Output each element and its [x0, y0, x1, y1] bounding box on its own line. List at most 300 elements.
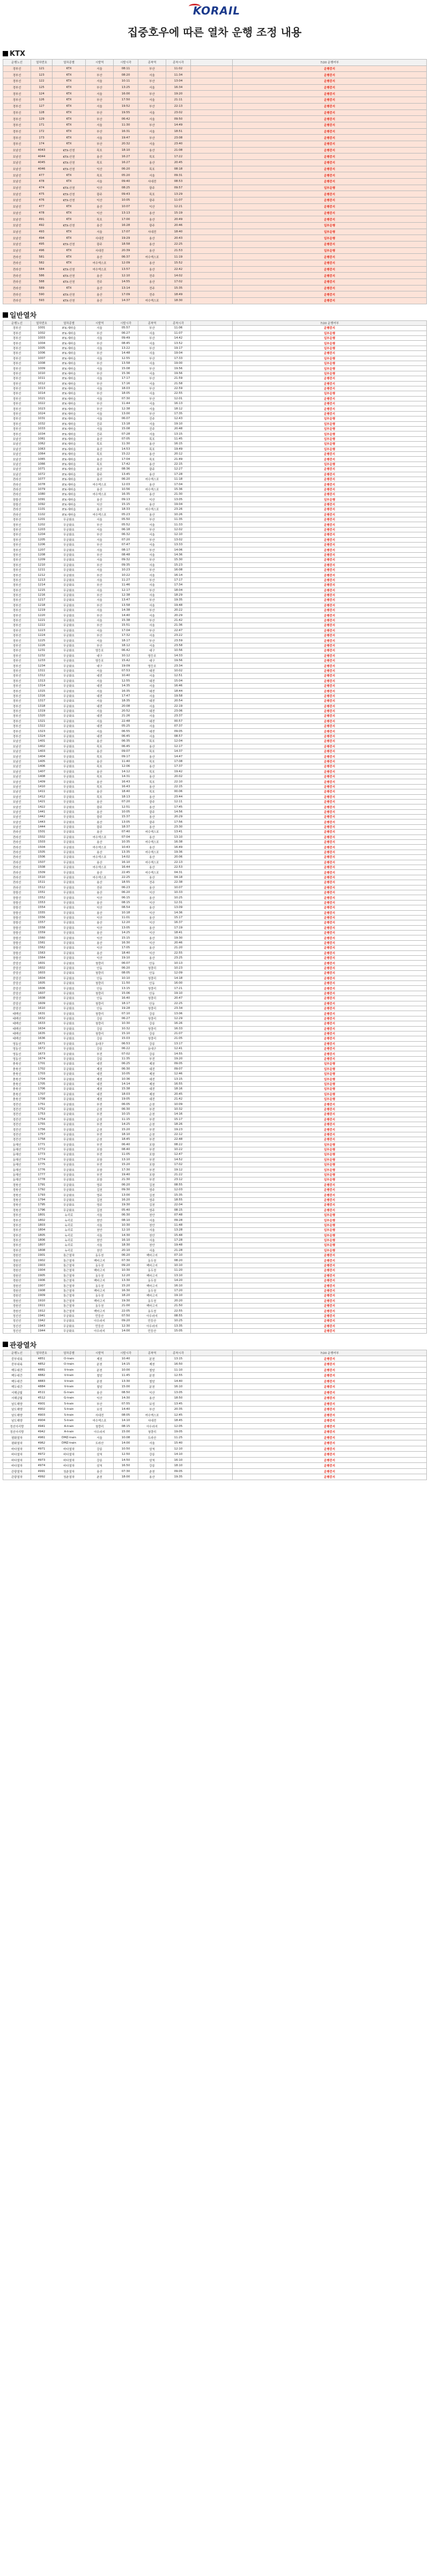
- status-cell: 운행중지: [233, 1395, 427, 1401]
- table-cell: 무궁화호: [53, 734, 86, 738]
- table-cell: 용산: [138, 815, 166, 819]
- table-cell: ITX-새마을: [53, 497, 86, 502]
- table-cell: ITX-새마을: [53, 411, 86, 416]
- table-cell: 경전선: [3, 1112, 31, 1117]
- table-cell: 무궁화호: [53, 522, 86, 527]
- table-cell: 16:38: [166, 840, 191, 845]
- table-row: [3, 1367, 427, 1373]
- table-cell: 1906: [31, 1278, 53, 1283]
- table-cell: 무궁화호: [53, 613, 86, 618]
- status-cell: 운행중지: [233, 477, 427, 481]
- table-cell: [191, 880, 233, 885]
- table-cell: 15:08: [114, 427, 138, 431]
- table-cell: 14:33: [166, 653, 191, 658]
- table-cell: [191, 1401, 233, 1407]
- table-row: [3, 708, 427, 713]
- table-cell: [191, 1323, 233, 1328]
- table-cell: 누리로: [53, 1228, 86, 1233]
- table-cell: 청량리: [138, 1429, 166, 1435]
- table-row: [3, 794, 427, 799]
- table-cell: 08:48: [114, 552, 138, 557]
- table-cell: [191, 1423, 233, 1429]
- table-cell: 13:25: [114, 84, 138, 91]
- table-cell: 17:02: [166, 279, 191, 286]
- table-cell: 14:15: [114, 1362, 138, 1367]
- table-cell: 16:00: [166, 980, 191, 985]
- table-row: [3, 1362, 427, 1367]
- table-cell: ITX-새마을: [53, 442, 86, 447]
- table-cell: ITX-새마을: [53, 376, 86, 381]
- table-cell: 07:20: [114, 537, 138, 542]
- table-row: [3, 160, 427, 166]
- table-cell: 경부선: [3, 668, 31, 673]
- status-cell: 운행중지: [233, 72, 427, 78]
- table-cell: 14:06: [166, 547, 191, 552]
- table-cell: [191, 477, 233, 481]
- table-cell: 22:25: [114, 875, 138, 880]
- table-row: [3, 1087, 427, 1092]
- table-cell: 15:03: [114, 1036, 138, 1041]
- table-row: [3, 1112, 427, 1117]
- status-cell: 일부운행: [233, 346, 427, 350]
- table-cell: 13:28: [166, 1228, 191, 1233]
- table-cell: 무궁화호: [53, 774, 86, 779]
- table-cell: 12:51: [114, 804, 138, 809]
- table-cell: 16:08: [166, 567, 191, 572]
- table-cell: 06:22: [114, 1046, 138, 1051]
- table-cell: 11:06: [166, 326, 191, 331]
- table-cell: 17:05: [114, 946, 138, 950]
- table-cell: 1908: [31, 1288, 53, 1293]
- table-row: [3, 573, 427, 577]
- table-cell: 서울: [138, 643, 166, 648]
- table-cell: 경부선: [3, 693, 31, 698]
- table-cell: 태백선: [3, 1036, 31, 1041]
- table-cell: 18:58: [114, 241, 138, 247]
- status-cell: 운행중지: [233, 1258, 427, 1263]
- table-cell: [191, 442, 233, 447]
- table-row: [3, 1066, 427, 1071]
- status-cell: 운행중지: [233, 759, 427, 764]
- table-cell: 호남선: [3, 235, 31, 241]
- table-row: [3, 1157, 427, 1162]
- table-cell: 13:15: [166, 431, 191, 436]
- table-cell: 1219: [31, 608, 53, 613]
- table-cell: 서울: [138, 128, 166, 135]
- table-cell: 10:43: [114, 845, 138, 850]
- table-cell: 동두천: [86, 1293, 114, 1298]
- table-row: [3, 1167, 427, 1172]
- table-cell: 22:13: [166, 103, 191, 109]
- table-cell: 무궁화호: [53, 623, 86, 628]
- table-cell: 서울: [86, 708, 114, 713]
- table-cell: 1078: [31, 482, 53, 487]
- table-cell: ITX-새마을: [53, 396, 86, 401]
- status-cell: 운행중지: [233, 1373, 427, 1379]
- table-cell: 서울: [138, 84, 166, 91]
- table-cell: 12:47: [166, 1152, 191, 1157]
- table-cell: 대전: [138, 729, 166, 734]
- table-cell: 1556: [31, 915, 53, 920]
- table-cell: S-train: [53, 1412, 86, 1418]
- table-cell: [191, 900, 233, 905]
- table-cell: 무궁화호: [53, 905, 86, 910]
- table-cell: 1554: [31, 905, 53, 910]
- table-cell: 전라선: [3, 298, 31, 304]
- table-row: [3, 502, 427, 507]
- table-cell: 서울: [86, 65, 114, 72]
- table-row: [3, 1298, 427, 1303]
- status-cell: 운행중지: [233, 1328, 427, 1333]
- table-row: [3, 1373, 427, 1379]
- table-cell: [191, 1112, 233, 1117]
- table-row: [3, 1197, 427, 1202]
- table-cell: 20:45: [166, 160, 191, 166]
- table-row: [3, 229, 427, 235]
- table-cell: 호남선: [3, 447, 31, 451]
- table-cell: 18:05: [114, 391, 138, 396]
- table-cell: 서울: [86, 567, 114, 572]
- table-cell: 경원선: [3, 1308, 31, 1313]
- table-cell: [191, 1298, 233, 1303]
- table-row: [3, 830, 427, 835]
- table-cell: 1902: [31, 1258, 53, 1263]
- table-cell: 1032: [31, 421, 53, 426]
- table-cell: 부산: [86, 592, 114, 597]
- table-row: [3, 608, 427, 613]
- table-cell: 1091: [31, 497, 53, 502]
- table-cell: 20:10: [114, 1248, 138, 1253]
- table-cell: 영동선: [3, 1056, 31, 1061]
- table-cell: 전라선: [3, 875, 31, 880]
- table-cell: 서울: [86, 179, 114, 185]
- status-cell: 운행중지: [233, 623, 427, 628]
- table-row: [3, 704, 427, 708]
- table-cell: ITX-새마을: [53, 341, 86, 346]
- table-cell: 부산: [138, 356, 166, 361]
- table-cell: 21:30: [114, 1177, 138, 1182]
- table-cell: 여수엑스포: [86, 855, 114, 860]
- status-cell: 일부운행: [233, 421, 427, 426]
- table-cell: 무궁화호: [53, 1021, 86, 1026]
- table-cell: 전라선: [3, 285, 31, 291]
- table-cell: 22:59: [166, 386, 191, 391]
- column-header: 종착시각: [166, 1350, 191, 1356]
- table-cell: 경부선: [3, 552, 31, 557]
- table-cell: 1907: [31, 1283, 53, 1288]
- table-cell: 용산: [138, 794, 166, 799]
- table-cell: 서울: [86, 366, 114, 371]
- table-cell: KTX: [53, 72, 86, 78]
- table-cell: 서울: [138, 1218, 166, 1223]
- table-cell: 누리로: [53, 1223, 86, 1227]
- status-cell: 운행중지: [233, 794, 427, 799]
- table-cell: KTX: [53, 135, 86, 141]
- table-cell: 12:55: [166, 1373, 191, 1379]
- status-cell: 운행중지: [233, 699, 427, 704]
- table-cell: 경부선: [3, 1223, 31, 1227]
- status-cell: 일부운행: [233, 1228, 427, 1233]
- table-row: [3, 273, 427, 279]
- table-cell: 호남선: [3, 749, 31, 754]
- table-cell: 1231: [31, 648, 53, 653]
- status-cell: 운행중지: [233, 880, 427, 885]
- table-row: [3, 855, 427, 860]
- table-cell: 16:44: [114, 865, 138, 870]
- status-cell: 운행중지: [233, 799, 427, 804]
- table-cell: 경부선: [3, 141, 31, 147]
- table-cell: 16:50: [166, 1362, 191, 1367]
- table-cell: 1564: [31, 956, 53, 961]
- table-row: [3, 1208, 427, 1212]
- table-cell: [191, 1268, 233, 1273]
- table-cell: 14:20: [166, 1278, 191, 1283]
- table-cell: 15:05: [166, 1328, 191, 1333]
- table-cell: ITX-새마을: [53, 492, 86, 497]
- table-cell: 호남선: [3, 203, 31, 210]
- table-cell: 부산: [138, 537, 166, 542]
- table-cell: 동두천: [138, 1308, 166, 1313]
- table-cell: 부산: [138, 386, 166, 391]
- table-cell: 588: [31, 279, 53, 286]
- table-cell: 21:20: [166, 946, 191, 950]
- table-cell: 서울: [138, 724, 166, 729]
- table-cell: 익산: [86, 502, 114, 507]
- table-cell: 10:08: [114, 1435, 138, 1440]
- table-cell: [191, 1072, 233, 1077]
- table-cell: 강릉: [86, 1016, 114, 1021]
- table-cell: [191, 860, 233, 865]
- table-cell: 23:37: [166, 714, 191, 719]
- table-cell: 무궁화호: [53, 1046, 86, 1051]
- table-cell: 13:10: [166, 1273, 191, 1278]
- table-cell: 17:56: [166, 819, 191, 824]
- table-cell: 청춘열차: [53, 1468, 86, 1474]
- table-cell: 1509: [31, 870, 53, 875]
- status-cell: 운행중지: [233, 739, 427, 744]
- table-cell: 16:10: [114, 860, 138, 865]
- table-cell: 1563: [31, 950, 53, 955]
- table-cell: 무궁화호: [53, 739, 86, 744]
- table-row: [3, 739, 427, 744]
- table-cell: 23:44: [166, 794, 191, 799]
- table-cell: 1772: [31, 1147, 53, 1152]
- table-cell: 19:48: [166, 1243, 191, 1248]
- table-cell: 태백선: [3, 1031, 31, 1036]
- table-cell: 11:07: [166, 197, 191, 204]
- status-cell: 운행중지: [233, 648, 427, 653]
- table-cell: 18:30: [166, 298, 191, 304]
- table-cell: 평화열차: [3, 1440, 31, 1446]
- table-row: [3, 361, 427, 365]
- table-row: [3, 492, 427, 497]
- table-cell: 청량리: [138, 1016, 166, 1021]
- table-cell: KTX: [53, 179, 86, 185]
- table-cell: 목포: [138, 436, 166, 441]
- table-cell: 10:12: [114, 653, 138, 658]
- status-cell: 운행중지: [233, 273, 427, 279]
- table-cell: KTX-산천: [53, 241, 86, 247]
- table-cell: 13:45: [166, 1401, 191, 1407]
- table-cell: 1211: [31, 567, 53, 572]
- table-cell: 1077: [31, 477, 53, 481]
- table-cell: 15:36: [166, 487, 191, 492]
- table-cell: 청량리: [86, 1423, 114, 1429]
- table-cell: 백두대간: [3, 1378, 31, 1384]
- table-cell: 19:49: [166, 447, 191, 451]
- table-row: [3, 341, 427, 346]
- table-cell: 1101: [31, 507, 53, 512]
- status-cell: 운행중지: [233, 668, 427, 673]
- table-cell: KTX: [53, 116, 86, 122]
- table-cell: 부산: [138, 527, 166, 532]
- table-cell: 용산: [86, 222, 114, 229]
- table-row: [3, 567, 427, 572]
- table-cell: [191, 1228, 233, 1233]
- table-cell: 바다열차: [3, 1463, 31, 1469]
- table-cell: 06:07: [114, 416, 138, 421]
- table-cell: 1792: [31, 1188, 53, 1192]
- table-cell: 1064: [31, 451, 53, 456]
- table-cell: 광주: [86, 815, 114, 819]
- table-cell: [191, 447, 233, 451]
- table-cell: 14:16: [166, 1112, 191, 1117]
- table-cell: 13:22: [114, 346, 138, 350]
- table-cell: 06:55: [114, 729, 138, 734]
- section-title: 일반열차: [10, 312, 37, 320]
- table-cell: KTX: [53, 65, 86, 72]
- table-cell: 무궁화호: [53, 759, 86, 764]
- table-cell: 07:04: [114, 835, 138, 839]
- table-cell: 경부선: [3, 97, 31, 104]
- table-cell: 1803: [31, 1223, 53, 1227]
- table-cell: 서울: [138, 704, 166, 708]
- status-cell: 운행중지: [233, 1056, 427, 1061]
- table-cell: 1024: [31, 411, 53, 416]
- table-cell: 철암: [138, 1367, 166, 1373]
- table-cell: 무궁화호: [53, 1096, 86, 1101]
- table-cell: 20:02: [166, 774, 191, 779]
- table-cell: 무궁화호: [53, 1112, 86, 1117]
- table-cell: O-train: [53, 1362, 86, 1367]
- table-cell: 부산: [86, 141, 114, 147]
- table-cell: 1672: [31, 1046, 53, 1051]
- table-row: [3, 1152, 427, 1157]
- status-cell: 운행중지: [233, 603, 427, 608]
- table-cell: 전라선: [3, 266, 31, 273]
- table-cell: 13:57: [114, 266, 138, 273]
- table-cell: 1704: [31, 1077, 53, 1081]
- table-cell: 13:58: [114, 361, 138, 365]
- table-cell: 광주: [138, 185, 166, 191]
- table-cell: 1707: [31, 1092, 53, 1096]
- table-cell: 부산: [86, 1401, 114, 1407]
- table-cell: 호남선: [3, 222, 31, 229]
- table-cell: 14:00: [114, 1440, 138, 1446]
- table-cell: 07:47: [114, 543, 138, 547]
- table-cell: 18:45: [114, 1137, 138, 1142]
- status-cell: 운행중지: [233, 197, 427, 204]
- table-cell: 바다열차: [53, 1463, 86, 1469]
- table-cell: 13:02: [166, 537, 191, 542]
- table-cell: 4903: [31, 1412, 53, 1418]
- table-cell: 1512: [31, 885, 53, 890]
- table-cell: 경부선: [3, 708, 31, 713]
- table-cell: 23:25: [166, 956, 191, 961]
- table-cell: 호남선: [3, 794, 31, 799]
- table-cell: [191, 247, 233, 254]
- table-cell: [191, 1218, 233, 1223]
- table-cell: [191, 351, 233, 356]
- table-cell: 06:30: [114, 1066, 138, 1071]
- table-cell: 08:15: [114, 1423, 138, 1429]
- status-cell: 운행중지: [233, 915, 427, 920]
- table-cell: 호남선: [3, 799, 31, 804]
- table-cell: 서울: [138, 72, 166, 78]
- table-cell: 21:50: [166, 1303, 191, 1308]
- table-row: [3, 719, 427, 723]
- status-cell: 운행중지: [233, 512, 427, 517]
- table-cell: 19:05: [114, 1096, 138, 1101]
- table-cell: 무궁화호: [53, 799, 86, 804]
- table-row: [3, 371, 427, 376]
- table-cell: [191, 789, 233, 794]
- table-row: [3, 331, 427, 335]
- table-cell: 경부선: [3, 331, 31, 335]
- table-row: [3, 1203, 427, 1208]
- table-cell: 용산: [86, 819, 114, 824]
- status-cell: 운행중지: [233, 1440, 427, 1446]
- table-row: [3, 699, 427, 704]
- table-cell: 474: [31, 185, 53, 191]
- table-cell: 17:37: [166, 764, 191, 769]
- table-cell: 13:18: [114, 421, 138, 426]
- table-cell: 00:06: [166, 789, 191, 794]
- table-row: [3, 1423, 427, 1429]
- table-cell: V-train: [53, 1384, 86, 1390]
- table-cell: 12:38: [114, 406, 138, 411]
- table-row: [3, 216, 427, 223]
- table-cell: 부산: [86, 573, 114, 577]
- table-cell: 1207: [31, 547, 53, 552]
- status-cell: 운행중지: [233, 91, 427, 97]
- status-cell: 운행중지: [233, 203, 427, 210]
- table-cell: 서울: [86, 527, 114, 532]
- table-cell: 19:56: [166, 371, 191, 376]
- table-cell: 전라선: [3, 492, 31, 497]
- table-cell: [191, 779, 233, 784]
- table-cell: 서울: [138, 543, 166, 547]
- table-cell: 16:10: [166, 1457, 191, 1463]
- table-cell: [191, 203, 233, 210]
- table-cell: 06:20: [114, 890, 138, 895]
- table-cell: 익산: [138, 203, 166, 210]
- table-cell: 경부선: [3, 326, 31, 331]
- table-cell: [191, 1223, 233, 1227]
- table-cell: 19:29: [114, 235, 138, 241]
- table-cell: 14:10: [166, 1452, 191, 1458]
- table-cell: 전라선: [3, 880, 31, 885]
- table-cell: 07:30: [114, 1258, 138, 1263]
- table-cell: [191, 1117, 233, 1122]
- table-cell: [191, 537, 233, 542]
- table-cell: [191, 830, 233, 835]
- table-row: [3, 1092, 427, 1096]
- table-cell: 경부선: [3, 704, 31, 708]
- table-cell: 4045: [31, 160, 53, 166]
- status-cell: 운행중지: [233, 128, 427, 135]
- status-cell: 운행중지: [233, 1293, 427, 1298]
